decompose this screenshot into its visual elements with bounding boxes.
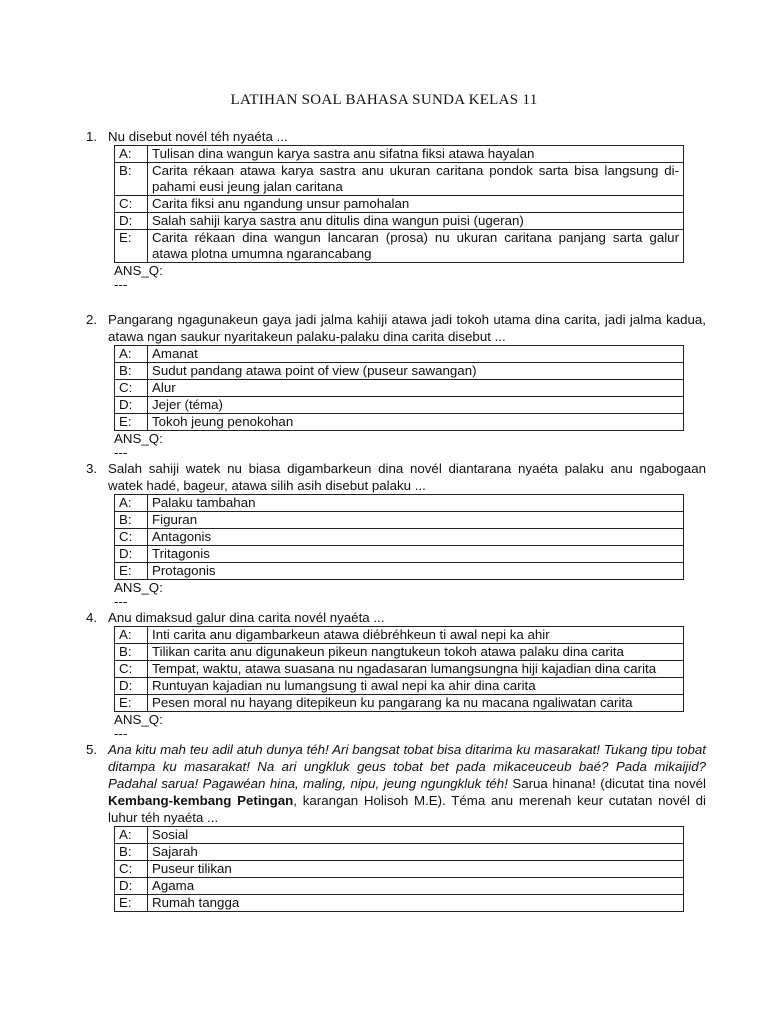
question-3 (86, 460, 706, 494)
option-text: Protagonis (148, 563, 684, 580)
answer-label: ANS_Q: (114, 263, 163, 278)
question-text: Anu dimaksud galur dina carita novél nyaéta ... (108, 610, 385, 625)
question-text: Nu disebut novél téh nyaéta ... (108, 129, 288, 144)
page-title: LATIHAN SOAL BAHASA SUNDA KELAS 11 (230, 92, 538, 108)
question-number: 5. (86, 742, 98, 757)
quote-source-prefix: Sarua hinana! (dicutat tina novél (507, 776, 706, 791)
option-row (115, 627, 684, 644)
option-text: Carita rékaan atawa karya sastra anu ukuran caritana pondok sarta bisa langsung di-pahami eusi jeung jalan caritana (148, 163, 684, 196)
option-text: Tilikan carita anu digunakeun pikeun nangtukeun tokoh atawa palaku dina carita (148, 644, 684, 661)
answer-label: ANS_Q: (114, 431, 163, 446)
option-row (115, 529, 684, 546)
option-letter: E: (115, 563, 148, 580)
option-letter: B: (115, 644, 148, 661)
question-number: 3. (86, 461, 98, 476)
question-text (108, 741, 706, 826)
option-row (115, 844, 684, 861)
question-text: Pangarang ngagunakeun gaya jadi jalma kahiji atawa jadi tokoh utama dina carita, jadi jalma kadua, atawa ngan saukur nyaritakeun palaku-palaku dina carita disebut ... (108, 312, 706, 344)
option-text: Salah sahiji karya sastra anu ditulis dina wangun puisi (ugeran) (148, 213, 684, 230)
novel-title: Kembang-kembang Petingan (108, 793, 294, 808)
answer-placeholder: --- (114, 445, 128, 460)
option-text: Runtuyan kajadian nu lumangsung ti awal nepi ka ahir dina carita (148, 678, 684, 695)
answer-label: ANS_Q: (114, 712, 163, 727)
option-letter: C: (115, 861, 148, 878)
question-4 (86, 609, 706, 626)
option-letter: D: (115, 678, 148, 695)
option-text: Sosial (148, 827, 684, 844)
option-row (115, 678, 684, 695)
option-text: Sudut pandang atawa point of view (puseur sawangan) (148, 363, 684, 380)
option-row (115, 563, 684, 580)
option-row (115, 346, 684, 363)
option-letter: B: (115, 844, 148, 861)
option-text: Puseur tilikan (148, 861, 684, 878)
option-text: Carita rékaan dina wangun lancaran (prosa) nu ukuran caritana panjang sarta galur atawa plotna umumna ngarancabang (148, 230, 684, 263)
option-row (115, 213, 684, 230)
option-row (115, 146, 684, 163)
option-text: Sajarah (148, 844, 684, 861)
options-table-5 (114, 826, 684, 912)
option-letter: E: (115, 895, 148, 912)
option-text: Agama (148, 878, 684, 895)
option-row (115, 661, 684, 678)
option-row (115, 878, 684, 895)
option-row (115, 495, 684, 512)
option-letter: E: (115, 230, 148, 263)
option-text: Inti carita anu digambarkeun atawa diébréhkeun ti awal nepi ka ahir (148, 627, 684, 644)
option-row (115, 827, 684, 844)
question-number: 2. (86, 312, 98, 327)
option-letter: A: (115, 495, 148, 512)
option-text: Carita fiksi anu ngandung unsur pamohalan (148, 196, 684, 213)
option-text: Tulisan dina wangun karya sastra anu sifatna fiksi atawa hayalan (148, 146, 684, 163)
options-table-1 (114, 145, 684, 263)
question-prompt: , karangan Holisoh M.E). Téma anu merenah keur cutatan novél di luhur téh nyaéta ... (108, 793, 706, 825)
option-letter: B: (115, 512, 148, 529)
question-1 (86, 128, 706, 145)
option-text: Tritagonis (148, 546, 684, 563)
option-letter: A: (115, 146, 148, 163)
option-text: Palaku tambahan (148, 495, 684, 512)
option-text: Amanat (148, 346, 684, 363)
options-table-4 (114, 626, 684, 712)
option-letter: A: (115, 827, 148, 844)
answer-placeholder: --- (114, 594, 128, 609)
option-row (115, 414, 684, 431)
option-letter: D: (115, 878, 148, 895)
option-letter: C: (115, 380, 148, 397)
option-text: Figuran (148, 512, 684, 529)
option-row (115, 861, 684, 878)
option-row (115, 196, 684, 213)
option-text: Antagonis (148, 529, 684, 546)
answer-placeholder: --- (114, 277, 128, 292)
option-text: Tokoh jeung penokohan (148, 414, 684, 431)
option-letter: C: (115, 196, 148, 213)
question-number: 1. (86, 129, 98, 144)
option-letter: B: (115, 363, 148, 380)
question-2 (86, 311, 706, 345)
option-text: Pesen moral nu hayang ditepikeun ku pangarang ka nu macana ngaliwatan carita (148, 695, 684, 712)
option-letter: E: (115, 695, 148, 712)
question-number: 4. (86, 610, 98, 625)
option-row (115, 895, 684, 912)
option-text: Rumah tangga (148, 895, 684, 912)
option-row (115, 546, 684, 563)
option-letter: D: (115, 397, 148, 414)
option-letter: C: (115, 529, 148, 546)
option-letter: D: (115, 213, 148, 230)
answer-label: ANS_Q: (114, 580, 163, 595)
options-table-2 (114, 345, 684, 431)
option-row (115, 380, 684, 397)
option-row (115, 163, 684, 196)
option-text: Jejer (téma) (148, 397, 684, 414)
option-row (115, 230, 684, 263)
quote-text: Ana kitu mah teu adil atuh dunya téh! Ari bangsat tobat bisa ditarima ku masarakat! Tukang tipu tobat ditampa ku masarakat! Na ari ungkluk geus tobat bet pada mikaceuceub baé? Pada mikaijid? Padahal sarua! Pagawéan hina, maling, nipu, jeung ngungkluk téh! (108, 742, 706, 791)
option-text: Tempat, waktu, atawa suasana nu ngadasaran lumangsungna hiji kajadian dina carita (148, 661, 684, 678)
option-letter: B: (115, 163, 148, 196)
options-table-3 (114, 494, 684, 580)
option-letter: A: (115, 627, 148, 644)
option-row (115, 512, 684, 529)
option-row (115, 644, 684, 661)
option-letter: C: (115, 661, 148, 678)
option-row (115, 397, 684, 414)
option-text: Alur (148, 380, 684, 397)
option-letter: A: (115, 346, 148, 363)
question-text: Salah sahiji watek nu biasa digambarkeun dina novél diantarana nyaéta palaku anu ngabogaan watek hadé, bageur, atawa silih asih disebut palaku ... (108, 461, 706, 493)
answer-placeholder: --- (114, 726, 128, 741)
question-list (86, 128, 706, 912)
option-row (115, 695, 684, 712)
option-letter: D: (115, 546, 148, 563)
option-row (115, 363, 684, 380)
question-5 (86, 741, 706, 826)
option-letter: E: (115, 414, 148, 431)
